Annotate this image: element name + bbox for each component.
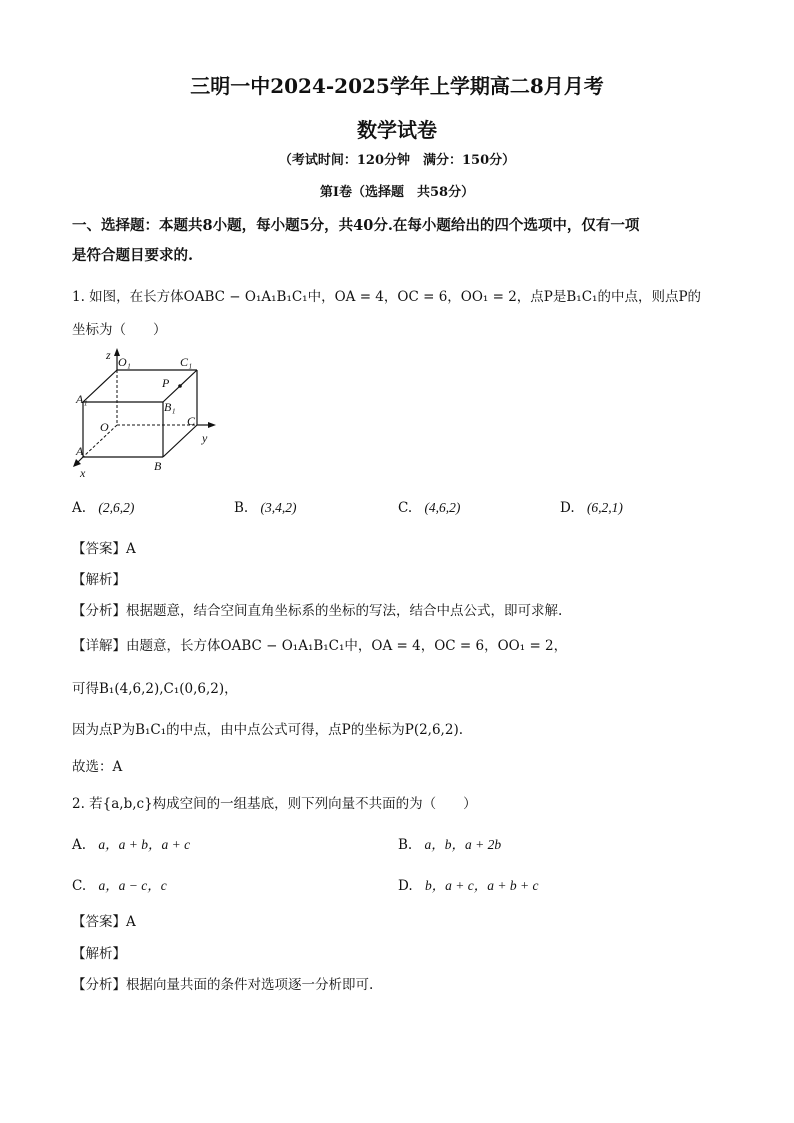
volume-title: 第Ⅰ卷（选择题 共58分） — [319, 185, 475, 200]
q1-option-d[interactable] — [560, 500, 623, 516]
q1-stem-cont: 坐标为（ ） — [72, 322, 167, 338]
exam-info: （考试时间：120分钟 满分：150分） — [278, 153, 516, 168]
q2-option-a[interactable] — [72, 833, 190, 853]
label-A1: A₁ — [76, 392, 88, 406]
option-value: (2,6,2) — [98, 500, 135, 515]
option-label: D. — [398, 878, 413, 894]
option-value: (4,6,2) — [424, 500, 461, 515]
option-value: a，a + b，a + c — [98, 837, 191, 852]
subject-title: 数学试卷 — [357, 118, 437, 142]
q2-answer: 【答案】A — [72, 914, 136, 930]
label-C1: C₁ — [180, 355, 193, 369]
q1-option-c[interactable] — [398, 500, 460, 516]
label-P: P — [162, 376, 170, 390]
label-O: O — [100, 420, 109, 434]
label-A: A — [76, 444, 84, 458]
option-value: (3,4,2) — [260, 500, 297, 515]
label-z: z — [106, 348, 111, 362]
q1-detail-3: 因为点P为B₁C₁的中点，由中点公式可得，点P的坐标为P(2,6,2). — [72, 722, 463, 738]
q2-stem: 2. 若{a,b,c}构成空间的一组基底，则下列向量不共面的为（ ） — [72, 796, 477, 812]
q2-analysis-tag: 【解析】 — [72, 946, 126, 962]
label-B1: B₁ — [164, 400, 176, 414]
option-label: A. — [72, 837, 87, 853]
option-label: B. — [398, 837, 413, 853]
option-value: (6,2,1) — [586, 500, 623, 515]
q1-choose: 故选：A — [72, 759, 123, 775]
q1-stem: 1. 如图，在长方体OABC − O₁A₁B₁C₁中，OA = 4，OC = 6，OO₁ = 2，点P是B₁C₁的中点，则点P的 — [72, 289, 702, 305]
label-B: B — [154, 459, 162, 473]
option-label: B. — [234, 500, 249, 516]
q1-option-b[interactable] — [234, 500, 297, 516]
q1-detail-1: 【详解】由题意，长方体OABC − O₁A₁B₁C₁中，OA = 4，OC = 6，OO₁ = 2， — [72, 638, 568, 654]
q1-answer: 【答案】A — [72, 541, 136, 557]
label-x: x — [80, 466, 86, 480]
q2-option-c[interactable] — [72, 874, 167, 894]
q1-analysis: 【分析】根据题意，结合空间直角坐标系的坐标的写法，结合中点公式，即可求解. — [72, 603, 563, 619]
q2-option-d[interactable] — [398, 874, 539, 894]
section-heading: 一、选择题：本题共8小题，每小题5分，共40分.在每小题给出的四个选项中，仅有一项 — [72, 217, 640, 234]
label-C: C — [187, 414, 196, 428]
q2-option-b[interactable] — [398, 833, 501, 853]
option-label: D. — [560, 500, 575, 516]
option-value: b，a + c，a + b + c — [424, 878, 539, 893]
q2-analysis: 【分析】根据向量共面的条件对选项逐一分析即可. — [72, 977, 374, 993]
option-label: A. — [72, 500, 87, 516]
label-O1: O₁ — [118, 355, 131, 369]
q1-analysis-tag: 【解析】 — [72, 572, 126, 588]
q1-detail-2: 可得B₁(4,6,2),C₁(0,6,2)， — [72, 681, 238, 697]
section-heading-cont: 是符合题目要求的. — [72, 247, 194, 264]
q1-option-a[interactable] — [72, 500, 134, 516]
option-value: a，a − c，c — [98, 878, 167, 893]
cuboid-figure — [70, 345, 220, 480]
exam-title: 三明一中2024-2025学年上学期高二8月月考 — [190, 74, 604, 98]
option-label: C. — [398, 500, 413, 516]
option-label: C. — [72, 878, 87, 894]
label-y: y — [202, 431, 208, 445]
option-value: a，b，a + 2b — [424, 837, 502, 852]
